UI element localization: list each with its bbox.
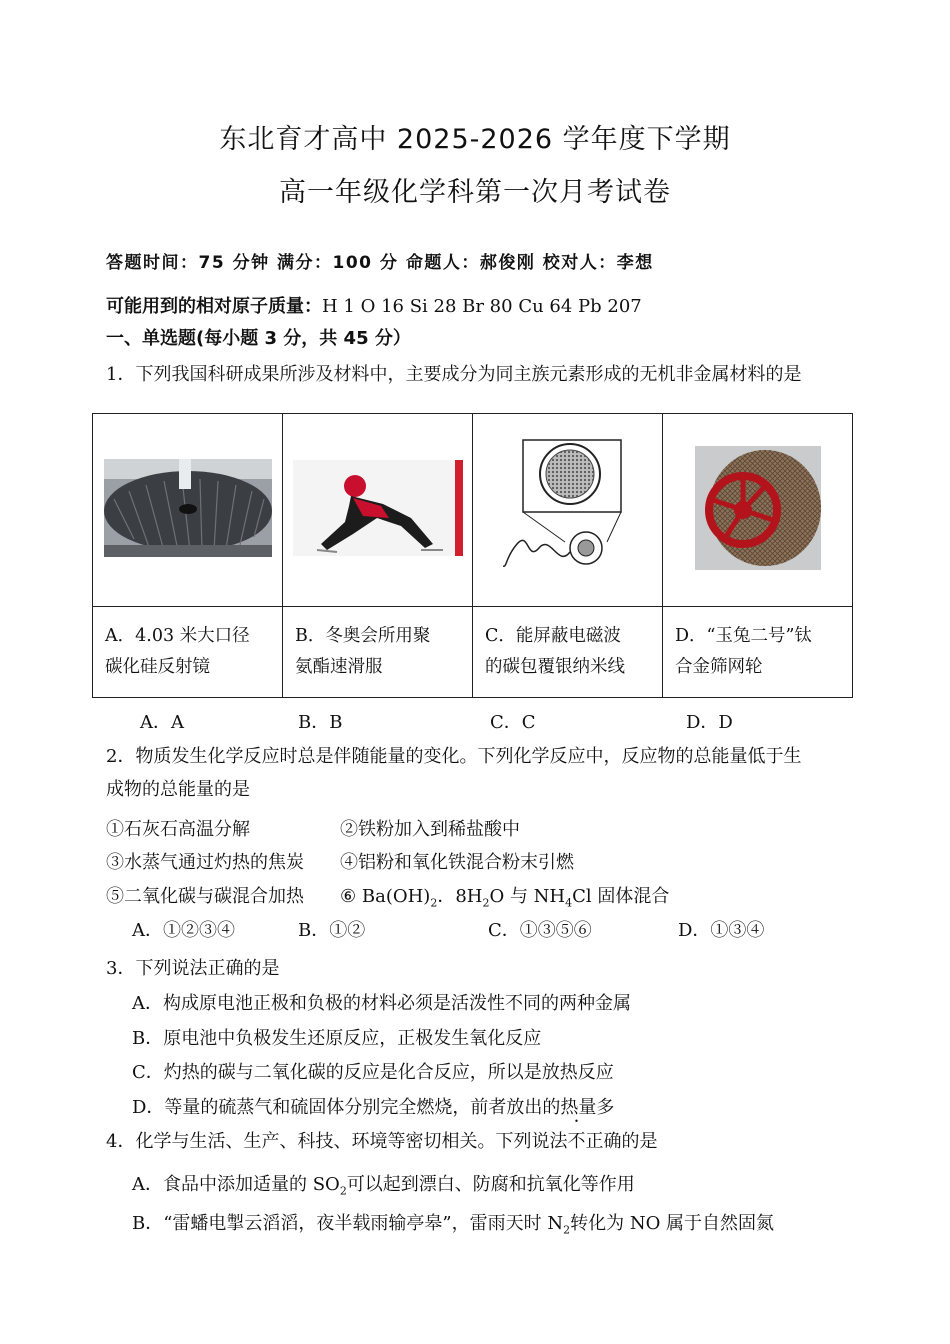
q2-item-5: ⑤二氧化碳与碳混合加热 (106, 886, 304, 907)
q2-stem-line-1: 2．物质发生化学反应时总是伴随能量的变化。下列化学反应中，反应物的总能量低于生 (106, 746, 802, 767)
q2-item-3: ③水蒸气通过灼热的焦炭 (106, 852, 304, 873)
q2-item-1: ①石灰石高温分解 (106, 819, 250, 840)
q2-choice-b[interactable]: B．①② (298, 920, 366, 941)
nanowire-diagram (503, 438, 633, 578)
mirror-image (104, 459, 272, 557)
q1-choice-b[interactable]: B．B (298, 712, 343, 733)
q2-item-4: ④铝粉和氧化铁混合粉末引燃 (340, 852, 574, 873)
q2-item-6: ⑥ $Ba(OH)_2$．$8H_2O$ 与 $NH_4Cl$ 固体混合 (340, 886, 670, 910)
q1-image-c-cell (473, 414, 663, 607)
q1-choice-c[interactable]: C．C (490, 712, 536, 733)
q1-choice-a[interactable]: A．A (140, 712, 184, 733)
q1-image-a-cell (93, 414, 283, 607)
title-line-1: 东北育才高中 2025-2026 学年度下学期 (219, 124, 731, 155)
q1-choice-d[interactable]: D．D (686, 712, 733, 733)
q1-image-b-cell (283, 414, 473, 607)
q2-item-2: ②铁粉加入到稀盐酸中 (340, 819, 520, 840)
atomic-mass-values: H 1 O 16 Si 28 Br 80 Cu 64 Pb 207 (322, 296, 642, 317)
q3-option-c[interactable]: C．灼热的碳与二氧化碳的反应是化合反应，所以是放热反应 (132, 1062, 614, 1083)
exam-meta: 答题时间：75 分钟 满分：100 分 命题人：郝俊刚 校对人：李想 (106, 253, 654, 273)
q2-choice-c[interactable]: C．①③⑤⑥ (488, 920, 592, 941)
q1-caption-a: A．4.03 米大口径 碳化硅反射镜 (93, 607, 283, 698)
q3-stem: 3．下列说法正确的是 (106, 958, 280, 979)
q2-stem-line-2: 成物的总能量的是 (106, 779, 250, 800)
atomic-mass-line (106, 292, 642, 318)
title-line-2: 高一年级化学科第一次月考试卷 (279, 177, 671, 208)
q1-caption-c: C．能屏蔽电磁波 的碳包覆银纳米线 (473, 607, 663, 698)
q2-choice-d[interactable]: D．①③④ (678, 920, 765, 941)
q1-stem: 1．下列我国科研成果所涉及材料中，主要成分为同主族元素形成的无机非金属材料的是 (106, 364, 802, 385)
q3-option-a[interactable]: A．构成原电池正极和负极的材料必须是活泼性不同的两种金属 (132, 993, 631, 1014)
q4-option-a[interactable]: A．食品中添加适量的 $SO_2$可以起到漂白、防腐和抗氧化等作用 (132, 1174, 635, 1198)
q1-image-d-cell (663, 414, 853, 607)
skater-image (293, 460, 463, 556)
section-heading: 一、单选题(每小题 3 分，共 45 分） (106, 328, 411, 349)
emphasis-dot-text: 不 (567, 1131, 586, 1152)
q1-option-table (92, 413, 853, 698)
q3-option-d[interactable]: D．等量的硫蒸气和硫固体分别完全燃烧，前者放出的热量多 (132, 1097, 615, 1118)
q4-stem: 4．化学与生活、生产、科技、环境等密切相关。下列说法不正确的是 (106, 1131, 658, 1152)
q2-choice-a[interactable]: A．①②③④ (132, 920, 235, 941)
q4-option-b[interactable]: B．“雷蟠电掣云滔滔，夜半载雨输亭皋”，雷雨天时 $N_2$转化为 NO 属于自然固氮 (132, 1213, 775, 1237)
rover-wheel-image (695, 446, 821, 570)
q1-caption-b: B．冬奥会所用聚 氨酯速滑服 (283, 607, 473, 698)
q1-caption-d: D．“玉兔二号”钛 合金筛网轮 (663, 607, 853, 698)
atomic-mass-label: 可能用到的相对原子质量： (106, 296, 322, 317)
q3-option-b[interactable]: B．原电池中负极发生还原反应，正极发生氧化反应 (132, 1028, 542, 1049)
